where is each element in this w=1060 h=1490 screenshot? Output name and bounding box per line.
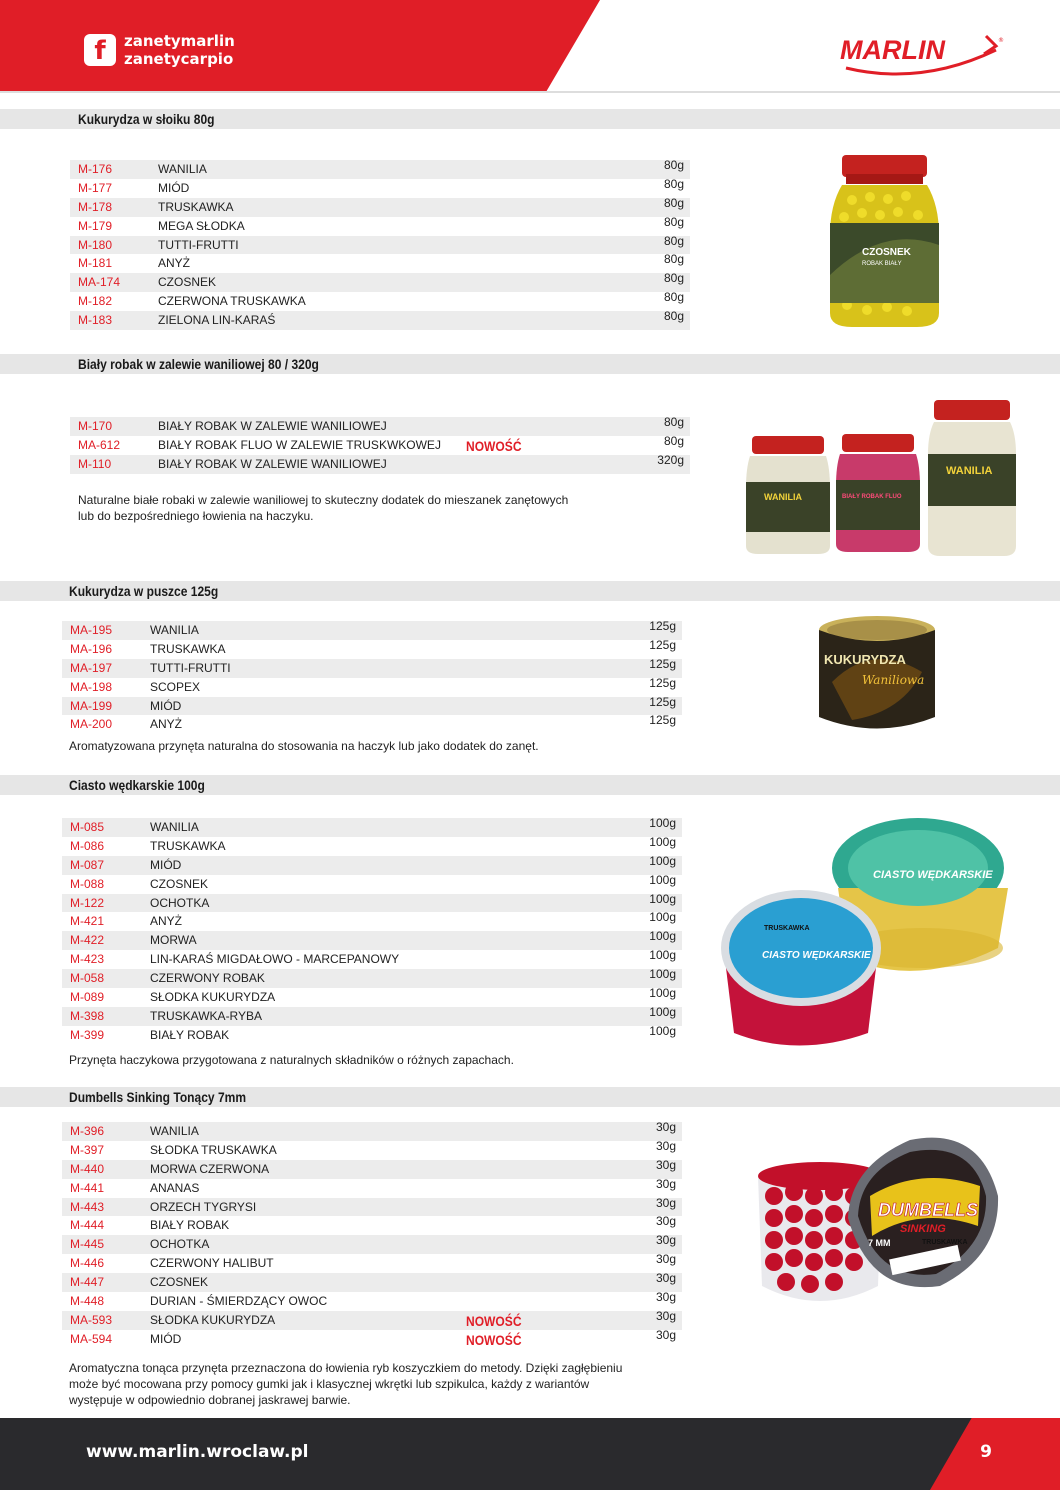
table-row: [62, 872, 682, 894]
product-code: M-444: [70, 1218, 105, 1233]
product-name: MORWA CZERWONA: [150, 1161, 270, 1176]
table-row: [62, 1195, 682, 1217]
product-code: M-170: [78, 419, 113, 433]
product-code: M-085: [70, 820, 105, 834]
table-row: [70, 273, 690, 292]
product-weight: 100g: [649, 948, 676, 963]
product-code: M-180: [78, 237, 113, 252]
fishing-dough-image: [718, 808, 1018, 1058]
product-code: M-176: [78, 162, 113, 176]
table-row: [62, 853, 682, 875]
product-name: CZOSNEK: [158, 275, 217, 290]
product-code: M-440: [70, 1161, 105, 1176]
jar-vanilla-large: [928, 400, 1016, 556]
new-badge: NOWOŚĆ: [466, 1331, 522, 1348]
table-row: [62, 1157, 682, 1179]
product-weight: 80g: [663, 252, 684, 267]
product-code: MA-198: [70, 679, 113, 694]
table-row: [62, 1216, 682, 1235]
product-name: ANYŻ: [150, 717, 183, 732]
product-weight: 30g: [655, 1214, 676, 1229]
section-heading: [0, 1087, 1060, 1107]
tub-flavor-text: TRUSKAWKA: [764, 925, 810, 932]
jar-label-text: WANILIA: [764, 492, 802, 502]
product-code: MA-197: [70, 660, 113, 675]
logo-text: MARLIN: [840, 35, 945, 65]
table-row: [70, 254, 690, 273]
product-weight: 125g: [649, 713, 676, 728]
product-weight: 80g: [663, 290, 684, 305]
dumbells-flavor-text: TRUSKAWKA: [922, 1239, 968, 1246]
description-line: lub do bezpośredniego łowienia na haczyku.: [78, 509, 314, 523]
product-code: M-182: [78, 294, 113, 309]
footer-red-corner: [930, 1418, 1060, 1490]
product-table: [70, 417, 690, 474]
corn-jar-image: [822, 155, 947, 330]
product-code: M-445: [70, 1237, 105, 1252]
product-code: M-441: [70, 1180, 105, 1195]
product-code: M-399: [70, 1027, 105, 1042]
jar-label-text: WANILIA: [946, 465, 993, 477]
product-weight: 80g: [663, 309, 684, 324]
dumbells-size-text: 7 MM: [868, 1238, 891, 1248]
product-name: CZOSNEK: [150, 876, 209, 891]
product-code: M-122: [70, 895, 105, 910]
table-row: [62, 1327, 682, 1349]
table-row: [62, 1292, 682, 1311]
product-description: [69, 1360, 622, 1408]
section-title: Ciasto wędkarskie 100g: [69, 777, 205, 793]
product-name: CZERWONY HALIBUT: [150, 1256, 274, 1271]
product-weight: 125g: [649, 637, 676, 652]
table-row: [62, 1176, 682, 1198]
product-weight: 30g: [655, 1157, 676, 1172]
table-row: [70, 452, 690, 474]
table-row: [62, 818, 682, 837]
table-row: [70, 433, 690, 455]
product-code: M-396: [70, 1124, 105, 1138]
product-description: [69, 738, 539, 754]
product-name: TRUSKAWKA-RYBA: [150, 1008, 263, 1023]
product-name: BIAŁY ROBAK W ZALEWIE WANILIOWEJ: [158, 419, 387, 433]
table-row: [62, 1308, 682, 1330]
product-weight: 100g: [649, 853, 676, 868]
product-code: MA-200: [70, 717, 113, 732]
table-row: [62, 637, 682, 659]
section-title: Biały robak w zalewie waniliowej 80 / 320g: [78, 356, 319, 372]
product-name: WANILIA: [150, 623, 199, 637]
product-name: WANILIA: [150, 820, 199, 834]
product-weight: 30g: [655, 1120, 676, 1134]
social-handle-1[interactable]: zanetymarlin: [124, 32, 235, 50]
product-name: BIAŁY ROBAK: [150, 1027, 230, 1042]
product-name: DURIAN - ŚMIERDZĄCY OWOC: [150, 1294, 328, 1309]
product-name: MIÓD: [150, 1331, 182, 1346]
table-row: [70, 160, 690, 179]
page-footer: [0, 1418, 1060, 1490]
product-code: M-443: [70, 1199, 105, 1214]
product-name: WANILIA: [158, 162, 207, 176]
tub-label-text: CIASTO WĘDKARSKIE: [762, 950, 871, 961]
product-weight: 30g: [655, 1252, 676, 1267]
table-row: [62, 1122, 682, 1141]
section-heading: [0, 109, 1060, 129]
table-row: [62, 891, 682, 913]
jar-label-subtext: ROBAK BIAŁY: [862, 261, 902, 267]
product-name: SŁODKA TRUSKAWKA: [150, 1142, 277, 1157]
product-code: M-179: [78, 218, 113, 233]
tub-label-text: CIASTO WĘDKARSKIE: [873, 869, 993, 881]
product-code: MA-593: [70, 1312, 113, 1327]
table-row: [62, 675, 682, 697]
product-weight: 80g: [663, 176, 684, 191]
product-weight: 30g: [655, 1195, 676, 1210]
product-weight: 30g: [655, 1308, 676, 1323]
product-weight: 125g: [649, 694, 676, 709]
product-weight: 80g: [663, 433, 684, 448]
product-table: [62, 1122, 682, 1349]
product-code: M-446: [70, 1256, 105, 1271]
product-description: [78, 492, 568, 524]
product-weight: 30g: [655, 1290, 676, 1305]
table-row: [70, 233, 690, 255]
product-name: MIÓD: [150, 857, 182, 872]
product-weight: 80g: [663, 415, 684, 429]
product-name: CZOSNEK: [150, 1275, 209, 1290]
product-name: ANYŻ: [158, 256, 191, 271]
product-code: MA-199: [70, 698, 113, 713]
table-row: [62, 912, 682, 931]
tub-blue: [721, 890, 881, 1046]
product-code: M-058: [70, 971, 105, 986]
product-name: WANILIA: [150, 1124, 199, 1138]
new-badge: NOWOŚĆ: [466, 1312, 522, 1329]
description-line: Naturalne białe robaki w zalewie waniliowej to skuteczny dodatek do mieszanek zanętowych: [78, 493, 569, 507]
product-weight: 80g: [663, 271, 684, 286]
product-name: BIAŁY ROBAK FLUO W ZALEWIE TRUSKWKOWEJ: [158, 437, 441, 452]
product-name: SŁODKA KUKURYDZA: [150, 990, 276, 1005]
product-weight: 100g: [649, 1004, 676, 1019]
product-name: LIN-KARAŚ MIGDAŁOWO - MARCEPANOWY: [150, 952, 400, 967]
product-code: M-110: [78, 456, 112, 471]
table-row: [62, 621, 682, 640]
product-name: SCOPEX: [150, 679, 201, 694]
jar-label-text: CZOSNEK: [862, 247, 911, 258]
table-row: [62, 1138, 682, 1160]
product-name: MORWA: [150, 933, 197, 948]
table-row: [62, 1023, 682, 1045]
product-code: M-421: [70, 914, 105, 929]
product-table: [62, 818, 682, 1045]
product-code: MA-174: [78, 275, 121, 290]
product-table: [70, 160, 690, 330]
dumbells-label-text: DUMBELLS: [878, 1200, 978, 1220]
registered-mark: ®: [998, 37, 1004, 44]
table-row: [62, 988, 682, 1007]
table-row: [62, 1235, 682, 1254]
table-row: [62, 656, 682, 678]
table-row: [70, 214, 690, 236]
table-row: [70, 176, 690, 198]
product-name: ANYŻ: [150, 914, 183, 929]
product-weight: 320g: [657, 452, 684, 467]
product-name: MIÓD: [158, 180, 190, 195]
product-weight: 30g: [655, 1138, 676, 1153]
social-handle-2[interactable]: zanetycarpio: [124, 50, 234, 68]
product-code: M-447: [70, 1275, 105, 1290]
product-code: M-177: [78, 180, 113, 195]
table-row: [70, 311, 690, 330]
description-line: Aromatyczna tonąca przynęta przeznaczona do łowienia ryb koszyczkiem do metody. Dzięki zagłębieniu: [69, 1361, 623, 1375]
product-weight: 100g: [649, 910, 676, 925]
table-row: [62, 950, 682, 969]
product-code: M-397: [70, 1142, 105, 1157]
table-row: [70, 195, 690, 217]
product-weight: 80g: [663, 214, 684, 229]
description-line: występuje w odpowiednio dobranej jaskrawej barwie.: [69, 1393, 351, 1407]
table-row: [62, 931, 682, 950]
section-title: Dumbells Sinking Tonący 7mm: [69, 1089, 247, 1105]
product-code: M-178: [78, 199, 113, 214]
can-label-text: KUKURYDZA: [824, 652, 906, 667]
product-name: MIÓD: [150, 698, 182, 713]
product-weight: 80g: [663, 195, 684, 210]
table-row: [62, 834, 682, 856]
product-weight: 100g: [649, 1023, 676, 1038]
product-code: M-087: [70, 857, 105, 872]
description-line: Przynęta haczykowa przygotowana z naturalnych składników o różnych zapachach.: [69, 1053, 514, 1067]
product-name: TUTTI-FRUTTI: [158, 237, 239, 252]
table-row: [62, 1254, 682, 1273]
product-table: [62, 621, 682, 734]
table-row: [62, 715, 682, 734]
page-header: [0, 0, 1060, 92]
description-line: Aromatyzowana przynęta naturalna do stosowania na haczyk lub jako dodatek do zanęt.: [69, 739, 539, 753]
product-weight: 125g: [649, 675, 676, 690]
product-name: SŁODKA KUKURYDZA: [150, 1312, 276, 1327]
product-code: M-181: [78, 256, 113, 271]
product-weight: 30g: [655, 1176, 676, 1191]
product-weight: 30g: [655, 1233, 676, 1248]
corn-can-image: [812, 612, 942, 737]
product-weight: 125g: [649, 656, 676, 671]
product-code: M-086: [70, 838, 105, 853]
product-name: ORZECH TYGRYSI: [150, 1199, 257, 1214]
white-worm-jars-image: [742, 398, 1022, 558]
product-code: M-398: [70, 1008, 105, 1023]
social-handles: [124, 32, 235, 68]
table-row: [62, 1273, 682, 1292]
facebook-icon[interactable]: f: [84, 34, 116, 66]
section-heading: [0, 581, 1060, 601]
product-code: M-423: [70, 952, 105, 967]
product-name: TRUSKAWKA: [150, 838, 226, 853]
product-weight: 100g: [649, 986, 676, 1001]
section-heading: [0, 775, 1060, 795]
jar-fluo-small: [836, 434, 920, 552]
header-divider: [0, 91, 1060, 93]
product-description: [69, 1052, 514, 1068]
page-number: 9: [980, 1442, 992, 1462]
product-code: MA-196: [70, 641, 113, 656]
product-name: OCHOTKA: [150, 1237, 210, 1252]
product-weight: 100g: [649, 929, 676, 944]
product-name: TRUSKAWKA: [150, 641, 226, 656]
product-weight: 80g: [663, 158, 684, 172]
product-weight: 30g: [655, 1271, 676, 1286]
section-heading: [0, 354, 1060, 374]
product-weight: 100g: [649, 816, 676, 830]
product-weight: 30g: [655, 1327, 676, 1342]
product-code: M-088: [70, 876, 105, 891]
product-name: CZERWONY ROBAK: [150, 971, 265, 986]
marlin-logo[interactable]: [836, 28, 1006, 76]
product-name: BIAŁY ROBAK: [150, 1218, 230, 1233]
table-row: [62, 969, 682, 988]
section-title: Kukurydza w puszce 125g: [69, 583, 219, 599]
product-code: MA-594: [70, 1331, 113, 1346]
table-row: [70, 417, 690, 436]
table-row: [70, 292, 690, 311]
product-code: MA-612: [78, 437, 121, 452]
product-name: MEGA SŁODKA: [158, 218, 245, 233]
product-weight: 100g: [649, 834, 676, 849]
product-code: M-448: [70, 1294, 105, 1309]
jar-vanilla-small: [746, 436, 830, 554]
product-code: M-089: [70, 990, 105, 1005]
product-weight: 100g: [649, 891, 676, 906]
product-name: ZIELONA LIN-KARAŚ: [158, 313, 276, 328]
dumbells-label-subtext: SINKING: [900, 1223, 946, 1235]
product-weight: 125g: [649, 619, 676, 633]
product-name: OCHOTKA: [150, 895, 210, 910]
jar-label-text: BIAŁY ROBAK FLUO: [842, 494, 902, 500]
product-weight: 100g: [649, 967, 676, 982]
product-weight: 100g: [649, 872, 676, 887]
website-link[interactable]: www.marlin.wroclaw.pl: [86, 1442, 309, 1462]
product-code: M-183: [78, 313, 113, 328]
new-badge: NOWOŚĆ: [466, 437, 522, 454]
table-row: [62, 1004, 682, 1026]
product-name: TRUSKAWKA: [158, 199, 234, 214]
product-code: M-422: [70, 933, 105, 948]
product-name: CZERWONA TRUSKAWKA: [158, 294, 306, 309]
can-label-subtext: Waniliowa: [862, 673, 925, 687]
product-weight: 80g: [663, 233, 684, 248]
product-name: TUTTI-FRUTTI: [150, 660, 231, 675]
product-code: MA-195: [70, 623, 113, 637]
table-row: [62, 694, 682, 716]
description-line: może być mocowana przy pomocy gumki jak i klasycznej wkrętki lub szpikulca, każdy z wariantów: [69, 1377, 590, 1391]
product-name: ANANAS: [150, 1180, 200, 1195]
dumbells-image: [750, 1126, 1005, 1316]
product-name: BIAŁY ROBAK W ZALEWIE WANILIOWEJ: [158, 456, 387, 471]
section-title: Kukurydza w słoiku 80g: [78, 111, 215, 127]
